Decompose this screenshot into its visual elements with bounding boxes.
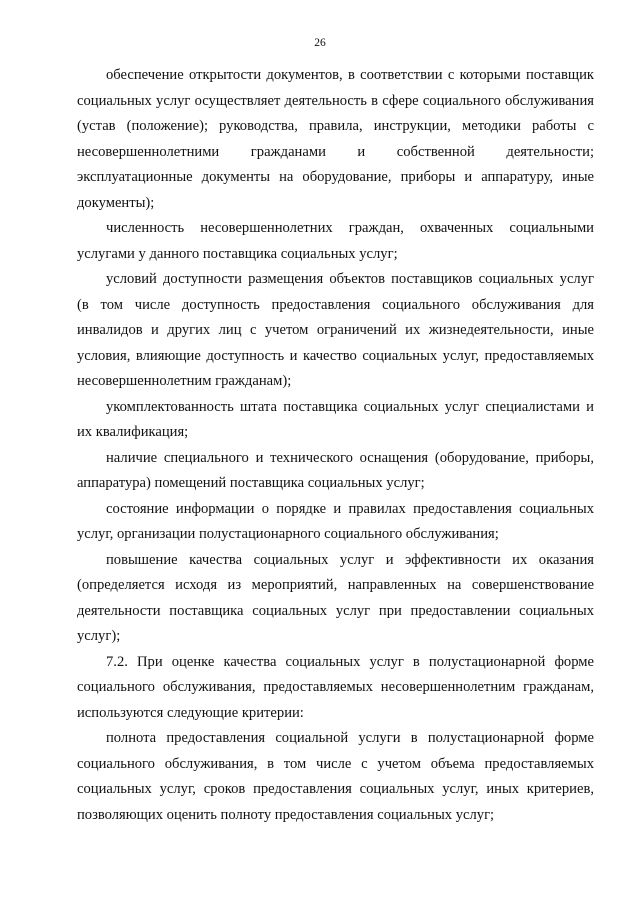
paragraph-section-7-2: 7.2. При оценке качества социальных услуг в полустационарной форме социального обслуживания, предоставляемых несовершеннолетним гражданам, используются следующие критерии: [77,653,594,721]
paragraph-service-completeness: полнота предоставления социальной услуги в полустационарной форме социального обслуживания, в том числе с учетом объема предоставляемых социальных услуг, сроков предоставления социальных услуг, иных критериев, позволяющих оценить полноту предоставления социальных услуг; [77,730,594,823]
paragraph-equipment: наличие специального и технического оснащения (оборудование, приборы, аппаратура) помещений поставщика социальных услуг; [77,449,594,491]
page-number: 26 [314,37,326,49]
paragraph-staffing: укомплектованность штата поставщика социальных услуг специалистами и их квалификация; [77,398,594,440]
paragraph-information-state: состояние информации о порядке и правилах предоставления социальных услуг, организации полустационарного социального обслуживания; [77,500,594,542]
paragraph-accessibility-conditions: условий доступности размещения объектов поставщиков социальных услуг (в том числе доступность предоставления социального обслуживания для инвалидов и других лиц с учетом ограничений их жизнедеятельности, иные условия, влияющие доступность и качество социальных услуг, предоставляемых несовершеннолетним гражданам); [77,271,594,389]
document-body [77,63,594,828]
paragraph-document-openness: обеспечение открытости документов, в соответствии с которыми поставщик социальных услуг осуществляет деятельность в сфере социального обслуживания (устав (положение); руководства, правила, инструкции, методики работы с несовершеннолетними гражданами и собственной деятельности; эксплуатационные документы на оборудование, приборы и аппаратуру, иные документы); [77,67,594,211]
paragraph-minors-count: численность несовершеннолетних граждан, охваченных социальными услугами у данного поставщика социальных услуг; [77,220,594,262]
paragraph-quality-improvement: повышение качества социальных услуг и эффективности их оказания (определяется исходя из мероприятий, направленных на совершенствование деятельности поставщика социальных услуг при предоставлении социальных услуг); [77,551,594,644]
